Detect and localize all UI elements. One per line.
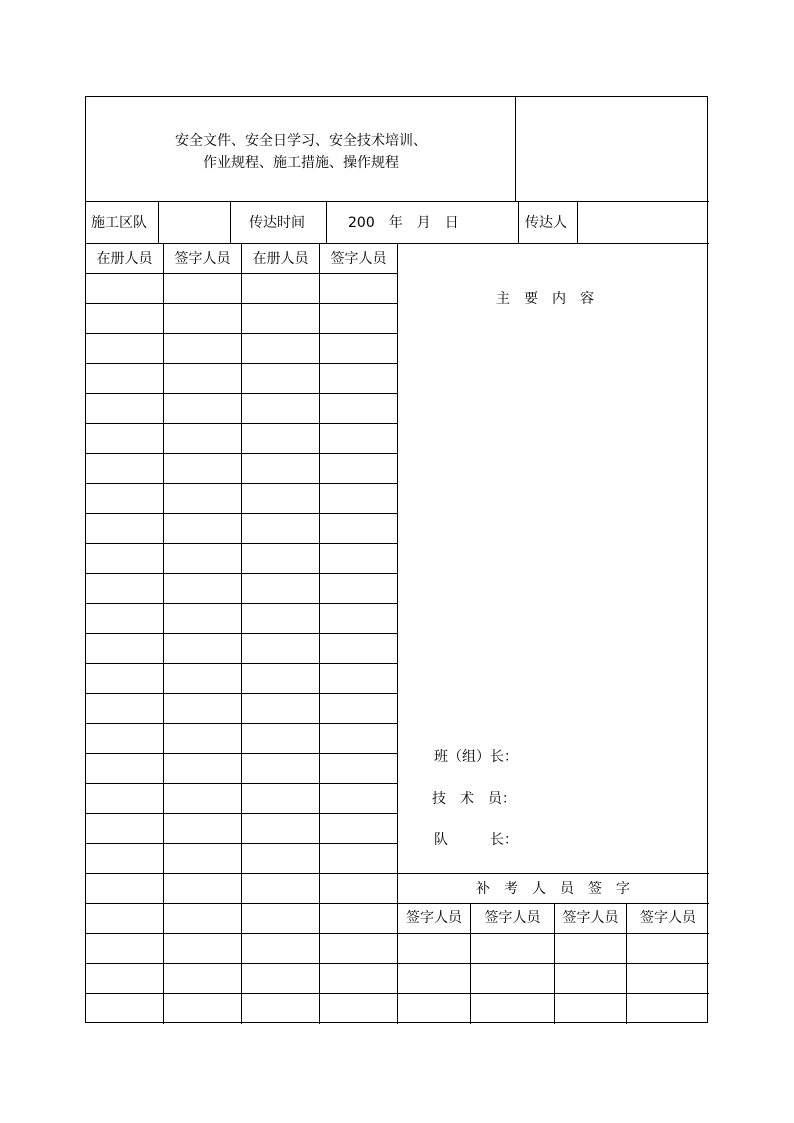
technician-label: 技 术 员： bbox=[432, 791, 516, 807]
title-line-1: 安全文件、安全日学习、安全技术培训、 bbox=[175, 133, 427, 149]
team-leader-label: 队 长： bbox=[434, 832, 518, 848]
column-header-registered: 在册人员 bbox=[96, 251, 153, 267]
row-line bbox=[86, 633, 398, 634]
presenter-label: 传达人 bbox=[525, 215, 567, 231]
column-header-signed: 签字人员 bbox=[174, 251, 231, 267]
row-line bbox=[86, 393, 398, 394]
row-line bbox=[86, 693, 398, 694]
makeup-column-header: 签字人员 bbox=[406, 910, 462, 926]
row-line bbox=[86, 753, 398, 754]
info-divider bbox=[158, 201, 159, 244]
row-line bbox=[86, 363, 398, 364]
row-line bbox=[86, 543, 398, 544]
row-line bbox=[86, 843, 398, 844]
row-line bbox=[86, 303, 398, 304]
row-line bbox=[86, 783, 398, 784]
row-line bbox=[86, 513, 398, 514]
title-right-divider bbox=[515, 97, 516, 202]
row-line bbox=[86, 423, 398, 424]
row-line bbox=[86, 483, 398, 484]
title-line-2: 作业规程、施工措施、操作规程 bbox=[203, 155, 399, 171]
row-line bbox=[86, 573, 398, 574]
column-divider bbox=[319, 243, 320, 1024]
info-divider bbox=[230, 201, 231, 244]
row-line bbox=[86, 663, 398, 664]
info-divider bbox=[518, 201, 519, 244]
column-header-signed: 签字人员 bbox=[330, 251, 387, 267]
row-line bbox=[86, 603, 398, 604]
row-line bbox=[86, 453, 398, 454]
document-form bbox=[85, 96, 708, 1023]
column-header-registered: 在册人员 bbox=[252, 251, 309, 267]
team-label: 施工区队 bbox=[91, 215, 147, 231]
info-divider bbox=[326, 201, 327, 244]
makeup-column-header: 签字人员 bbox=[484, 910, 541, 926]
column-divider bbox=[163, 243, 164, 1024]
divider-title-bottom bbox=[86, 201, 709, 202]
column-divider bbox=[241, 243, 242, 1024]
date-template: 200 年 月 日 bbox=[348, 215, 459, 231]
makeup-heading: 补 考 人 员 签 字 bbox=[476, 881, 630, 897]
row-line bbox=[86, 723, 398, 724]
info-divider bbox=[577, 201, 578, 244]
main-content-heading: 主 要 内 容 bbox=[496, 291, 594, 307]
makeup-column-header: 签字人员 bbox=[640, 910, 696, 926]
row-line bbox=[86, 333, 398, 334]
time-label: 传达时间 bbox=[249, 215, 305, 231]
group-leader-label: 班（组）长： bbox=[434, 749, 518, 765]
makeup-column-header: 签字人员 bbox=[562, 910, 619, 926]
row-line bbox=[86, 813, 398, 814]
